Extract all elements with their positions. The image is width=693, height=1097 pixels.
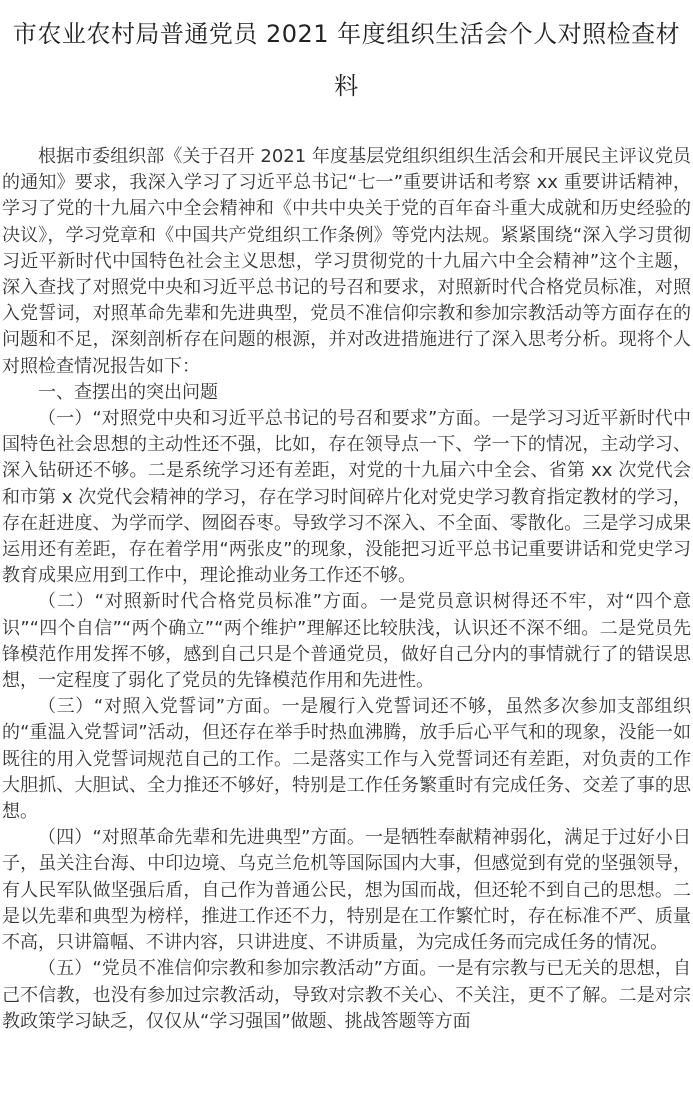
section-heading: 一、查摆出的突出问题 <box>38 381 218 403</box>
issue-paragraph-2: （二）“对照新时代合格党员标准”方面。一是党员意识树得还不牢，对“四个意识”“四个自信”“两个确立”“两个维护”理解还比较肤浅，认识还不深不细。二是党员先锋模范作用发挥不够，感到自己只是个普通党员，做好自己分内的事情就行了的错误思想，一定程度了弱化了党员的先锋模范作用和先进性。 <box>2 591 691 692</box>
document-body <box>2 144 691 1035</box>
issue-paragraph-4: （四）“对照革命先辈和先进典型”方面。一是牺牲奉献精神弱化，满足于过好小日子，虽关注台海、中印边境、乌克兰危机等国际国内大事，但感觉到有党的坚强领导，有人民军队做坚强后盾，自己作为普通公民，想为国而战，但还轮不到自己的思想。二是以先辈和典型为榜样，推进工作还不力，特别是在工作繁忙时，存在标准不严、质量不高，只讲篇幅、不讲内容，只讲进度、不讲质量，为完成任务而完成任务的情况。 <box>2 827 691 954</box>
document-title: 市农业农村局普通党员 2021 年度组织生活会个人对照检查材料 <box>12 20 681 100</box>
issue-paragraph-1: （一）“对照党中央和习近平总书记的号召和要求”方面。一是学习习近平新时代中国特色社会思想的主动性还不强，比如，存在领导点一下、学一下的情况，主动学习、深入钻研还不够。二是系统学习还有差距，对党的十九届六中全会、省第 xx 次党代会和市第 x 次党代会精神的学习，存在学习时间碎片化对党史学习教育指定教材的学习，存在赶进度、为学而学、囫囵吞枣。导致学习不深入、不全面、零散化。三是学习成果运用还有差距，存在着学用“两张皮”的现象，没能把习近平总书记重要讲话和党史学习教育成果应用到工作中，理论推动业务工作还不够。 <box>2 408 691 587</box>
intro-paragraph: 根据市委组织部《关于召开 2021 年度基层党组织组织生活会和开展民主评议党员的通知》要求，我深入学习了习近平总书记“七一”重要讲话和考察 xx 重要讲话精神，学习了党的十九届六中全会精神和《中共中央关于党的百年奋斗重大成就和历史经验的决议》，学习党章和《中国共产党组织工作条例》等党内法规。紧紧围绕“深入学习贯彻习近平新时代中国特色社会主义思想，学习贯彻党的十九届六中全会精神”这个主题，深入查找了对照党中央和习近平总书记的号召和要求，对照新时代合格党员标准，对照入党誓词，对照革命先辈和先进典型，党员不准信仰宗教和参加宗教活动等方面存在的问题和不足，深刻剖析存在问题的根源，并对改进措施进行了深入思考分析。现将个人对照检查情况报告如下： <box>2 146 691 377</box>
issue-paragraph-5: （五）“党员不准信仰宗教和参加宗教活动”方面。一是有宗教与已无关的思想，自己不信教，也没有参加过宗教活动，导致对宗教不关心、不关注，更不了解。二是对宗教政策学习缺乏，仅仅从“学习强国”做题、挑战答题等方面 <box>2 958 691 1032</box>
issue-paragraph-3: （三）“对照入党誓词”方面。一是履行入党誓词还不够，虽然多次参加支部组织的“重温入党誓词”活动，但还存在举手时热血沸腾，放手后心平气和的现象，没能一如既往的用入党誓词规范自己的工作。二是落实工作与入党誓词还有差距，对负责的工作大胆抓、大胆试、全力推还不够好，特别是工作任务繁重时有完成任务、交差了事的思想。 <box>2 696 691 823</box>
